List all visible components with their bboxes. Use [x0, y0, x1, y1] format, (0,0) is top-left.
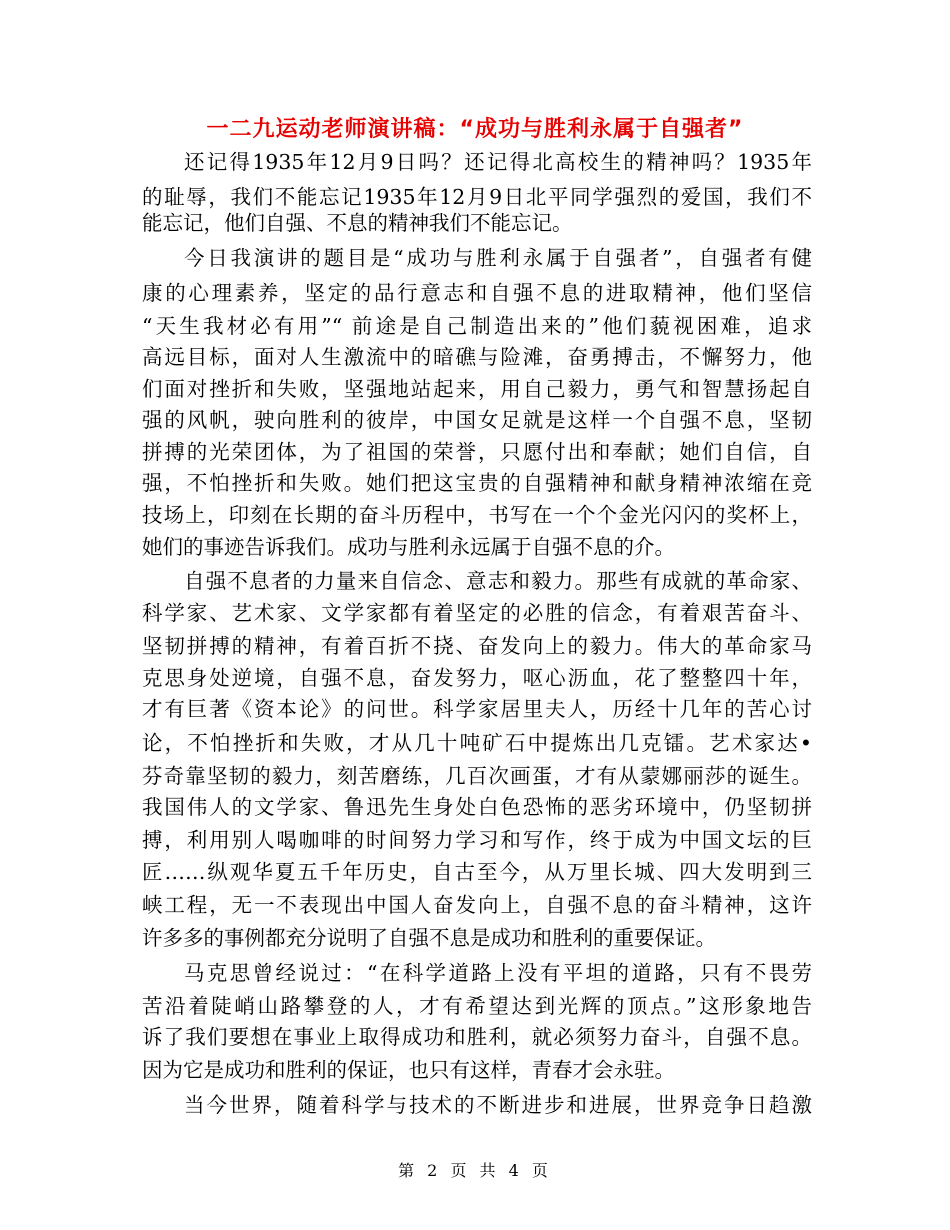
text-line: 因为它是成功和胜利的保证，也只有这样，青春才会永驻。 [142, 1058, 675, 1082]
text-line: 今日我演讲的题目是“成功与胜利永属于自强者”，自强者有健 [184, 246, 812, 270]
document-title: 一二九运动老师演讲稿：“成功与胜利永属于自强者” [206, 117, 744, 142]
text-line: 芬奇靠坚韧的毅力，刻苦磨练，几百次画蛋，才有从蒙娜丽莎的诞生。 [142, 764, 812, 788]
text-line: 们面对挫折和失败，坚强地站起来，用自己毅力，勇气和智慧扬起自 [142, 377, 812, 401]
text-line: 技场上，印刻在长期的奋斗历程中，书写在一个个金光闪闪的奖杯上， [142, 503, 812, 527]
text-line: 坚韧拼搏的精神，有着百折不挠、奋发向上的毅力。伟大的革命家马 [142, 634, 812, 658]
text-line: 许多多的事例都充分说明了自强不息是成功和胜利的重要保证。 [142, 926, 716, 950]
text-line: 的耻辱，我们不能忘记1935年12月9日北平同学强烈的爱国，我们不 [142, 185, 812, 209]
text-line: 匠……纵观华夏五千年历史，自古至今，从万里长城、四大发明到三 [142, 860, 812, 884]
page-footer: 第 2 页 共 4 页 [398, 1161, 552, 1180]
text-line: “天生我材必有用”“ 前途是自己制造出来的”他们藐视困难，追求 [142, 314, 812, 338]
text-line: 峡工程，无一不表现出中国人奋发向上，自强不息的奋斗精神，这许 [142, 893, 812, 917]
text-line: 强，不怕挫折和失败。她们把这宝贵的自强精神和献身精神浓缩在竞 [142, 471, 812, 495]
text-line: 自强不息者的力量来自信念、意志和毅力。那些有成就的革命家、 [184, 569, 812, 593]
text-line: 高远目标，面对人生激流中的暗礁与险滩，奋勇搏击，不懈努力，他 [142, 345, 812, 369]
text-line: 拼搏的光荣团体，为了祖国的荣誉，只愿付出和奉献；她们自信，自 [142, 440, 812, 464]
text-line: 能忘记，他们自强、不息的精神我们不能忘记。 [142, 211, 573, 235]
text-line: 才有巨著《资本论》的问世。科学家居里夫人，历经十几年的苦心讨 [142, 697, 812, 721]
text-line: 我国伟人的文学家、鲁迅先生身处白色恐怖的恶劣环境中，仍坚韧拼 [142, 795, 812, 819]
text-line: 诉了我们要想在事业上取得成功和胜利，就必须努力奋斗，自强不息。 [142, 1025, 812, 1049]
text-line: 搏，利用别人喝咖啡的时间努力学习和写作，终于成为中国文坛的巨 [142, 828, 812, 852]
text-line: 马克思曾经说过：“在科学道路上没有平坦的道路，只有不畏劳 [184, 961, 812, 985]
text-line: 强的风帆，驶向胜利的彼岸，中国女足就是这样一个自强不息，坚韧 [142, 408, 812, 432]
text-line: 还记得1935年12月9日吗？还记得北高校生的精神吗？1935年 [184, 150, 812, 174]
text-line: 科学家、艺术家、文学家都有着坚定的必胜的信念，有着艰苦奋斗、 [142, 601, 812, 625]
text-line: 康的心理素养，坚定的品行意志和自强不息的进取精神，他们坚信 [142, 281, 812, 305]
text-line: 论，不怕挫折和失败，才从几十吨矿石中提炼出几克镭。艺术家达• [142, 731, 812, 755]
text-line: 苦沿着陡峭山路攀登的人，才有希望达到光辉的顶点。”这形象地告 [142, 994, 812, 1018]
text-line: 克思身处逆境，自强不息，奋发努力，呕心沥血，花了整整四十年， [142, 666, 812, 690]
text-line: 她们的事迹告诉我们。成功与胜利永远属于自强不息的介。 [142, 535, 675, 559]
text-line: 当今世界，随着科学与技术的不断进步和进展，世界竞争日趋激 [184, 1093, 812, 1117]
